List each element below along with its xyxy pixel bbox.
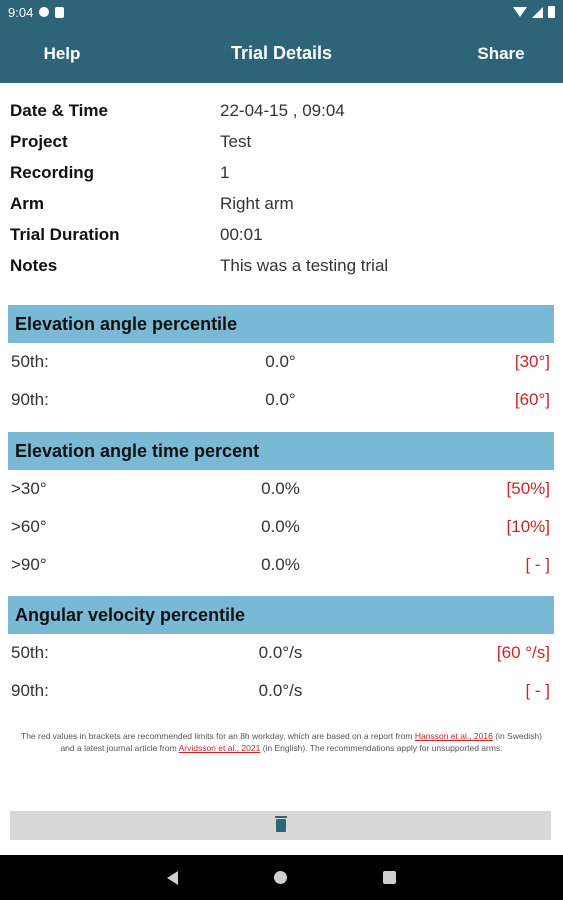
stat-value: 0.0%: [261, 555, 300, 574]
status-time: 9:04: [8, 4, 34, 20]
stat-limit: [ - ]: [525, 555, 550, 574]
detail-row-project: [10, 126, 550, 157]
signal-icon: [532, 7, 543, 18]
stat-limit: [10%]: [506, 517, 550, 536]
detail-label: Arm: [10, 193, 45, 213]
detail-value: Test: [220, 131, 252, 151]
arvidsson-reference-link[interactable]: Arvidsson et al., 2021: [178, 743, 261, 753]
detail-label: Date & Time: [10, 100, 108, 120]
trash-icon: [276, 819, 286, 832]
notification-icon: [39, 7, 49, 17]
stat-limit: [60°]: [514, 390, 550, 409]
stat-label: >90°: [11, 555, 47, 574]
footnote-text: (in Swedish) and a latest journal article from: [60, 731, 542, 753]
stat-label: 50th:: [11, 352, 49, 371]
section-elevation-angle-time-percent: [8, 432, 554, 584]
detail-value: Right arm: [220, 193, 294, 213]
stat-row: [8, 343, 554, 381]
section-angular-velocity-percentile: [8, 596, 554, 710]
detail-row-trial-duration: [10, 219, 550, 250]
share-button[interactable]: Share: [477, 43, 525, 63]
detail-value: 00:01: [220, 224, 263, 244]
stat-value: 0.0°/s: [258, 643, 303, 662]
detail-label: Project: [10, 131, 68, 151]
recommendations-footnote: [18, 730, 545, 754]
status-bar: [0, 0, 563, 24]
page-title: Trial Details: [230, 43, 333, 63]
system-navigation-bar: [0, 855, 563, 900]
stat-value: 0.0°: [265, 390, 296, 409]
stat-row: [8, 381, 554, 419]
detail-label: Trial Duration: [10, 224, 120, 244]
stat-value: 0.0°/s: [258, 681, 303, 700]
detail-row-date-time: [10, 95, 550, 126]
stat-row: [8, 672, 554, 710]
stat-label: >30°: [11, 479, 47, 498]
stat-limit: [60 °/s]: [496, 643, 550, 662]
wifi-icon: [513, 7, 527, 17]
detail-label: Notes: [10, 255, 58, 275]
stat-limit: [30°]: [514, 352, 550, 371]
recent-apps-icon[interactable]: [383, 871, 396, 884]
hansson-reference-link[interactable]: Hansson et al., 2016: [414, 731, 493, 741]
help-button[interactable]: Help: [43, 43, 81, 63]
section-elevation-angle-percentile: [8, 305, 554, 419]
section-header: Elevation angle time percent: [8, 432, 554, 470]
detail-row-recording: [10, 157, 550, 188]
stat-value: 0.0%: [261, 479, 300, 498]
footnote-text: The red values in brackets are recommended limits for an 8h workday, which are based on a report from: [21, 731, 415, 741]
back-icon[interactable]: [167, 871, 178, 885]
detail-row-arm: [10, 188, 550, 219]
section-header: Elevation angle percentile: [8, 305, 554, 343]
home-icon[interactable]: [274, 871, 287, 884]
stat-value: 0.0°: [265, 352, 296, 371]
detail-value: 1: [220, 162, 230, 182]
sim-card-icon: [55, 7, 64, 18]
stat-row: [8, 634, 554, 672]
battery-icon: [548, 6, 555, 18]
trial-details-list: [10, 95, 550, 281]
stat-value: 0.0%: [261, 517, 300, 536]
footnote-text: (in English). The recommendations apply for unsupported arms.: [260, 743, 503, 753]
app-bar: [0, 24, 563, 83]
stat-row: [8, 508, 554, 546]
stat-limit: [50%]: [506, 479, 550, 498]
stat-limit: [ - ]: [525, 681, 550, 700]
stat-label: 90th:: [11, 681, 49, 700]
detail-value: This was a testing trial: [220, 255, 389, 275]
stat-label: >60°: [11, 517, 47, 536]
stat-row: [8, 470, 554, 508]
detail-value: 22-04-15 , 09:04: [220, 100, 345, 120]
section-header: Angular velocity percentile: [8, 596, 554, 634]
delete-trial-button[interactable]: [10, 811, 551, 840]
stat-row: [8, 546, 554, 584]
detail-label: Recording: [10, 162, 95, 182]
stat-label: 90th:: [11, 390, 49, 409]
detail-row-notes: [10, 250, 550, 281]
stat-label: 50th:: [11, 643, 49, 662]
